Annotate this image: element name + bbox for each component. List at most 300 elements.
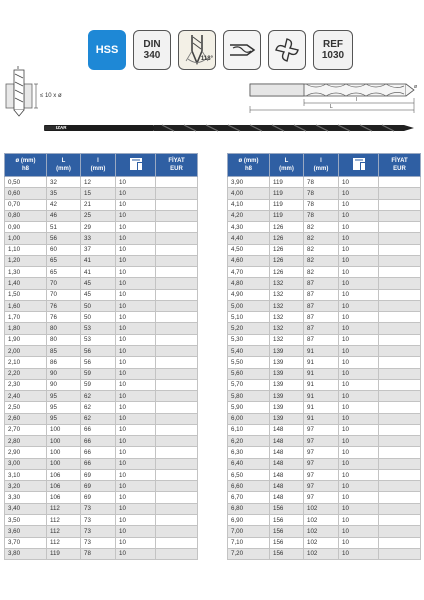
flute-length-cell: 102 — [304, 514, 339, 525]
total-length-cell: 112 — [47, 526, 81, 537]
pack-quantity-cell: 10 — [116, 345, 156, 356]
pack-quantity-cell: 10 — [116, 188, 156, 199]
price-cell — [156, 233, 198, 244]
total-length-cell: 119 — [270, 210, 304, 221]
flute-length-cell: 91 — [304, 391, 339, 402]
total-length-cell: 132 — [270, 323, 304, 334]
table-row — [228, 199, 421, 210]
price-cell — [379, 413, 421, 424]
point-angle-badge — [178, 30, 216, 70]
total-length-cell: 132 — [270, 289, 304, 300]
flute-length-cell: 66 — [81, 424, 116, 435]
diameter-cell: 6,70 — [228, 492, 270, 503]
price-cell — [156, 424, 198, 435]
price-cell — [379, 323, 421, 334]
diameter-cell: 3,10 — [5, 469, 47, 480]
pack-quantity-cell: 10 — [116, 278, 156, 289]
flute-length-cell: 45 — [81, 278, 116, 289]
table-row — [5, 177, 198, 188]
flute-length-cell: 45 — [81, 289, 116, 300]
flute-length-cell: 87 — [304, 312, 339, 323]
table-row — [5, 233, 198, 244]
pack-quantity-cell: 10 — [116, 492, 156, 503]
pack-quantity-cell: 10 — [339, 300, 379, 311]
price-cell — [156, 514, 198, 525]
flute-length-cell: 82 — [304, 267, 339, 278]
price-cell — [156, 210, 198, 221]
pack-icon — [351, 156, 367, 172]
flute-length-cell: 56 — [81, 357, 116, 368]
flute-length-cell: 87 — [304, 289, 339, 300]
diameter-cell: 5,30 — [228, 334, 270, 345]
diameter-cell: 2,60 — [5, 413, 47, 424]
price-cell — [156, 188, 198, 199]
table-row — [228, 469, 421, 480]
table-row — [228, 492, 421, 503]
diameter-cell: 1,60 — [5, 300, 47, 311]
diameter-cell: 4,30 — [228, 222, 270, 233]
total-length-cell: 148 — [270, 481, 304, 492]
total-length-cell: 126 — [270, 222, 304, 233]
price-cell — [156, 481, 198, 492]
pack-quantity-cell: 10 — [116, 357, 156, 368]
total-length-cell: 95 — [47, 402, 81, 413]
flute-length-cell: 91 — [304, 368, 339, 379]
table-row — [228, 391, 421, 402]
total-length-cell: 106 — [47, 481, 81, 492]
price-cell — [156, 334, 198, 345]
table-row — [228, 424, 421, 435]
table-row — [228, 436, 421, 447]
diameter-cell: 3,60 — [5, 526, 47, 537]
price-cell — [379, 514, 421, 525]
table-row — [5, 300, 198, 311]
table-row — [228, 503, 421, 514]
pack-quantity-cell: 10 — [339, 391, 379, 402]
price-cell — [156, 469, 198, 480]
flute-length-cell: 91 — [304, 402, 339, 413]
total-length-cell: 56 — [47, 233, 81, 244]
pack-quantity-cell: 10 — [339, 255, 379, 266]
table-row — [228, 323, 421, 334]
diameter-cell: 0,80 — [5, 210, 47, 221]
price-cell — [379, 458, 421, 469]
price-cell — [379, 267, 421, 278]
price-cell — [156, 379, 198, 390]
price-cell — [379, 447, 421, 458]
price-cell — [156, 503, 198, 514]
price-cell — [379, 244, 421, 255]
diameter-cell: 1,50 — [5, 289, 47, 300]
table-row — [5, 210, 198, 221]
flute-length-cell: 82 — [304, 255, 339, 266]
flute-length-cell: 91 — [304, 357, 339, 368]
flute-length-cell: 33 — [81, 233, 116, 244]
price-cell — [379, 481, 421, 492]
pack-quantity-cell: 10 — [339, 312, 379, 323]
pack-quantity-cell: 10 — [116, 255, 156, 266]
diameter-cell: 6,80 — [228, 503, 270, 514]
flute-length-cell: 69 — [81, 469, 116, 480]
flute-length-cell: 78 — [304, 177, 339, 188]
total-length-cell: 148 — [270, 447, 304, 458]
total-length-label: L — [330, 104, 333, 110]
table-row — [228, 312, 421, 323]
diameter-cell: 1,90 — [5, 334, 47, 345]
flute-length-cell: 97 — [304, 458, 339, 469]
flute-length-cell: 41 — [81, 255, 116, 266]
pack-quantity-cell: 10 — [116, 391, 156, 402]
pack-quantity-header — [339, 154, 379, 177]
total-length-cell: 126 — [270, 244, 304, 255]
pack-quantity-cell: 10 — [116, 469, 156, 480]
total-length-cell: 156 — [270, 514, 304, 525]
diameter-cell: 2,80 — [5, 436, 47, 447]
diameter-cell: 3,50 — [5, 514, 47, 525]
flute-length-header: l (mm) — [304, 154, 339, 177]
diameter-cell: 2,40 — [5, 391, 47, 402]
table-row — [5, 188, 198, 199]
price-cell — [379, 436, 421, 447]
total-length-cell: 112 — [47, 514, 81, 525]
flute-length-cell: 97 — [304, 436, 339, 447]
diameter-cell: 1,70 — [5, 312, 47, 323]
total-length-cell: 76 — [47, 300, 81, 311]
flute-length-cell: 29 — [81, 222, 116, 233]
price-cell — [379, 402, 421, 413]
table-row — [5, 391, 198, 402]
pack-quantity-cell: 10 — [116, 323, 156, 334]
pack-quantity-cell: 10 — [116, 481, 156, 492]
pack-quantity-cell: 10 — [339, 357, 379, 368]
total-length-cell: 42 — [47, 199, 81, 210]
table-row — [5, 368, 198, 379]
ref-label: REF — [323, 39, 343, 50]
total-length-cell: 139 — [270, 391, 304, 402]
pack-quantity-cell: 10 — [339, 413, 379, 424]
diameter-cell: 1,80 — [5, 323, 47, 334]
flute-length-cell: 59 — [81, 379, 116, 390]
pack-quantity-cell: 10 — [116, 514, 156, 525]
flute-length-cell: 87 — [304, 300, 339, 311]
pack-quantity-cell: 10 — [116, 233, 156, 244]
flute-length-cell: 82 — [304, 244, 339, 255]
pack-quantity-cell: 10 — [116, 548, 156, 559]
pack-quantity-cell: 10 — [116, 526, 156, 537]
diameter-cell: 1,30 — [5, 267, 47, 278]
flute-length-cell: 78 — [81, 548, 116, 559]
diameter-cell: 2,30 — [5, 379, 47, 390]
header-row — [5, 154, 198, 177]
flute-length-cell: 50 — [81, 312, 116, 323]
price-cell — [379, 469, 421, 480]
table-row — [228, 413, 421, 424]
table-row — [228, 233, 421, 244]
flute-length-header: l (mm) — [81, 154, 116, 177]
total-length-cell: 32 — [47, 177, 81, 188]
diameter-cell: 5,70 — [228, 379, 270, 390]
flute-length-cell: 87 — [304, 334, 339, 345]
price-cell — [156, 244, 198, 255]
total-length-cell: 126 — [270, 267, 304, 278]
pack-quantity-cell: 10 — [116, 537, 156, 548]
price-cell — [156, 278, 198, 289]
diameter-cell: 6,20 — [228, 436, 270, 447]
diameter-cell: 5,40 — [228, 345, 270, 356]
total-length-cell: 156 — [270, 548, 304, 559]
price-cell — [379, 368, 421, 379]
pack-quantity-cell: 10 — [339, 334, 379, 345]
pack-quantity-cell: 10 — [116, 210, 156, 221]
price-header: FİYAT EUR — [379, 154, 421, 177]
diameter-cell: 4,70 — [228, 267, 270, 278]
pack-quantity-cell: 10 — [339, 402, 379, 413]
table-row — [5, 222, 198, 233]
total-length-cell: 126 — [270, 233, 304, 244]
flute-length-cell: 41 — [81, 267, 116, 278]
flute-type-badge — [223, 30, 261, 70]
price-cell — [156, 357, 198, 368]
price-cell — [156, 267, 198, 278]
table-row — [5, 492, 198, 503]
table-row — [5, 537, 198, 548]
table-row — [5, 255, 198, 266]
table-row — [5, 199, 198, 210]
total-length-cell: 35 — [47, 188, 81, 199]
total-length-cell: 139 — [270, 379, 304, 390]
pack-quantity-cell: 10 — [116, 267, 156, 278]
flute-length-cell: 59 — [81, 368, 116, 379]
total-length-cell: 106 — [47, 492, 81, 503]
flute-length-cell: 50 — [81, 300, 116, 311]
diameter-cell: 5,20 — [228, 323, 270, 334]
table-row — [5, 334, 198, 345]
pack-quantity-cell: 10 — [339, 447, 379, 458]
diameter-cell: 6,10 — [228, 424, 270, 435]
total-length-cell: 80 — [47, 334, 81, 345]
diameter-cell: 7,10 — [228, 537, 270, 548]
table-row — [5, 458, 198, 469]
total-length-cell: 156 — [270, 526, 304, 537]
table-row — [228, 222, 421, 233]
total-length-cell: 90 — [47, 368, 81, 379]
flute-length-cell: 102 — [304, 537, 339, 548]
total-length-cell: 132 — [270, 312, 304, 323]
total-length-cell: 132 — [270, 334, 304, 345]
pack-quantity-cell: 10 — [116, 312, 156, 323]
flute-length-cell: 15 — [81, 188, 116, 199]
total-length-cell: 65 — [47, 267, 81, 278]
pack-quantity-cell: 10 — [339, 210, 379, 221]
table-row — [5, 379, 198, 390]
pack-quantity-cell: 10 — [339, 458, 379, 469]
table-row — [228, 357, 421, 368]
price-cell — [379, 492, 421, 503]
flute-length-cell: 25 — [81, 210, 116, 221]
flute-length-cell: 73 — [81, 514, 116, 525]
table-row — [228, 244, 421, 255]
flute-length-label: l — [356, 97, 358, 103]
total-length-cell: 148 — [270, 492, 304, 503]
pack-quantity-cell: 10 — [339, 188, 379, 199]
diameter-cell: 4,40 — [228, 233, 270, 244]
price-cell — [156, 436, 198, 447]
price-cell — [156, 413, 198, 424]
price-cell — [156, 345, 198, 356]
table-row — [5, 548, 198, 559]
flute-length-cell: 97 — [304, 424, 339, 435]
flute-length-cell: 82 — [304, 233, 339, 244]
total-length-cell: 126 — [270, 255, 304, 266]
flute-length-cell: 62 — [81, 402, 116, 413]
din-label: DIN — [143, 39, 161, 50]
diameter-cell: 2,10 — [5, 357, 47, 368]
diameter-cell: 3,90 — [228, 177, 270, 188]
price-cell — [379, 391, 421, 402]
total-length-cell: 95 — [47, 391, 81, 402]
total-length-cell: 65 — [47, 255, 81, 266]
table-row — [5, 278, 198, 289]
total-length-cell: 85 — [47, 345, 81, 356]
pack-quantity-cell: 10 — [339, 267, 379, 278]
table-row — [5, 447, 198, 458]
total-length-cell: 148 — [270, 469, 304, 480]
flute-length-cell: 21 — [81, 199, 116, 210]
flute-length-cell: 91 — [304, 345, 339, 356]
size-table-left-body — [5, 177, 198, 560]
total-length-cell: 100 — [47, 458, 81, 469]
table-row — [228, 537, 421, 548]
diameter-cell: 6,30 — [228, 447, 270, 458]
total-length-cell: 106 — [47, 469, 81, 480]
price-cell — [379, 548, 421, 559]
diameter-cell: 3,80 — [5, 548, 47, 559]
header-row — [228, 154, 421, 177]
diameter-cell: 3,40 — [5, 503, 47, 514]
price-header: FİYAT EUR — [156, 154, 198, 177]
price-cell — [156, 289, 198, 300]
pack-quantity-cell: 10 — [116, 503, 156, 514]
total-length-cell: 60 — [47, 244, 81, 255]
diameter-cell: 3,70 — [5, 537, 47, 548]
price-cell — [156, 391, 198, 402]
pack-quantity-cell: 10 — [116, 424, 156, 435]
table-row — [5, 436, 198, 447]
price-cell — [156, 368, 198, 379]
pack-quantity-cell: 10 — [339, 345, 379, 356]
price-cell — [379, 199, 421, 210]
flute-length-cell: 97 — [304, 469, 339, 480]
pack-quantity-cell: 10 — [339, 278, 379, 289]
pack-quantity-cell: 10 — [339, 323, 379, 334]
table-row — [228, 177, 421, 188]
price-cell — [379, 255, 421, 266]
table-row — [5, 514, 198, 525]
diameter-cell: 6,40 — [228, 458, 270, 469]
diameter-cell: 6,90 — [228, 514, 270, 525]
diameter-cell: 5,00 — [228, 300, 270, 311]
pack-quantity-cell: 10 — [116, 199, 156, 210]
price-cell — [379, 526, 421, 537]
diameter-cell: 3,00 — [5, 458, 47, 469]
flute-length-cell: 102 — [304, 548, 339, 559]
table-row — [228, 481, 421, 492]
diameter-cell: 1,20 — [5, 255, 47, 266]
pack-quantity-cell: 10 — [339, 368, 379, 379]
pack-quantity-cell: 10 — [339, 481, 379, 492]
diameter-cell: 2,20 — [5, 368, 47, 379]
diameter-header: ø (mm) h8 — [228, 154, 270, 177]
price-cell — [379, 503, 421, 514]
table-row — [228, 289, 421, 300]
diameter-cell: 1,00 — [5, 233, 47, 244]
price-cell — [379, 233, 421, 244]
flute-length-cell: 102 — [304, 503, 339, 514]
flute-length-cell: 56 — [81, 345, 116, 356]
pack-quantity-cell: 10 — [339, 503, 379, 514]
total-length-cell: 148 — [270, 436, 304, 447]
diameter-cell: 4,00 — [228, 188, 270, 199]
price-cell — [156, 402, 198, 413]
price-cell — [379, 345, 421, 356]
cross-section-badge — [268, 30, 306, 70]
price-cell — [379, 289, 421, 300]
pack-quantity-cell: 10 — [116, 447, 156, 458]
flute-length-cell: 62 — [81, 413, 116, 424]
price-cell — [379, 188, 421, 199]
size-table-left — [4, 153, 198, 560]
spec-badges — [88, 30, 353, 70]
cross-section-icon — [272, 35, 302, 65]
total-length-cell: 139 — [270, 357, 304, 368]
total-length-cell: 139 — [270, 345, 304, 356]
flute-length-cell: 97 — [304, 492, 339, 503]
hss-badge — [88, 30, 126, 70]
flute-length-cell: 73 — [81, 526, 116, 537]
total-length-header: L (mm) — [47, 154, 81, 177]
diameter-header: ø (mm) h8 — [5, 154, 47, 177]
table-row — [228, 447, 421, 458]
table-row — [5, 345, 198, 356]
din-number: 340 — [143, 50, 161, 61]
price-cell — [156, 255, 198, 266]
diameter-cell: 0,60 — [5, 188, 47, 199]
price-cell — [379, 424, 421, 435]
table-row — [5, 312, 198, 323]
pack-quantity-cell: 10 — [339, 244, 379, 255]
total-length-cell: 132 — [270, 300, 304, 311]
diameter-cell: 6,00 — [228, 413, 270, 424]
pack-quantity-cell: 10 — [339, 379, 379, 390]
total-length-cell: 112 — [47, 537, 81, 548]
diameter-cell: 4,50 — [228, 244, 270, 255]
table-row — [228, 278, 421, 289]
table-row — [5, 244, 198, 255]
size-table-right — [227, 153, 421, 560]
table-row — [228, 368, 421, 379]
total-length-cell: 139 — [270, 413, 304, 424]
price-cell — [156, 300, 198, 311]
diameter-cell: 5,80 — [228, 391, 270, 402]
price-cell — [156, 526, 198, 537]
pack-quantity-cell: 10 — [339, 514, 379, 525]
diameter-cell: 3,20 — [5, 481, 47, 492]
hss-label: HSS — [95, 43, 119, 56]
table-row — [5, 413, 198, 424]
diameter-cell: 5,10 — [228, 312, 270, 323]
price-cell — [156, 177, 198, 188]
diameter-cell: 2,70 — [5, 424, 47, 435]
